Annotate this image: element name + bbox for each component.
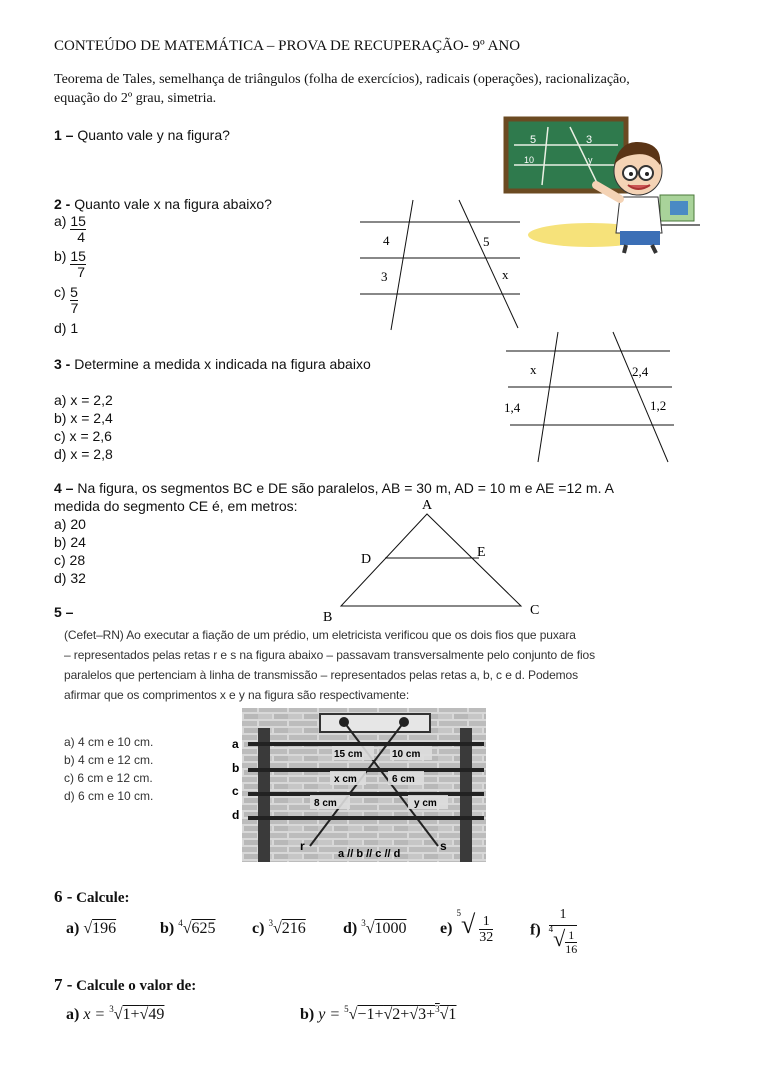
board-label-3: 3 (586, 134, 593, 146)
q2-label-3: 3 (381, 269, 388, 284)
q3-option-d: d) x = 2,8 (54, 446, 113, 462)
board-label-10: 10 (524, 155, 535, 165)
q5-options (64, 733, 153, 805)
topics-line-2: equação do 2º grau, simetria. (54, 91, 217, 106)
q4-option-a: a) 20 (54, 516, 86, 532)
wire-label-c: c (232, 784, 239, 798)
parallel-note: a // b // c // d (338, 848, 401, 860)
q3-options (54, 391, 113, 463)
q2-option-d: d) 1 (54, 320, 79, 336)
q7-item-a: a) x = $^3$√1+√49 (66, 1004, 165, 1023)
segment-label-y: y cm (414, 798, 437, 809)
q5-option-d: d) 6 cm e 10 cm. (64, 789, 154, 803)
line-label-r: r (300, 839, 305, 853)
q3-label-1-2: 1,2 (650, 398, 667, 413)
question-number: 1 – (54, 127, 74, 143)
q3-option-c: c) x = 2,6 (54, 428, 112, 444)
question-4-line-2: medida do segmento CE é, em metros: (54, 498, 298, 514)
q2-option-b: b) $\frac{15}{7}$ (54, 248, 86, 280)
q6-item-a: a) √196 (66, 920, 117, 937)
question-text: Na figura, os segmentos BC e DE são paralelos, AB = 30 m, AD = 10 m e AE =12 m. A (77, 480, 614, 496)
line-label-s: s (440, 839, 447, 853)
question-5-number: 5 – (54, 604, 74, 620)
vertex-E: E (477, 545, 486, 560)
topics-line-1: Teorema de Tales, semelhança de triângulos (folha de exercícios), radicais (operações), racionalização, (54, 72, 630, 87)
q2-label-4: 4 (383, 233, 390, 248)
vertex-B: B (323, 610, 333, 625)
q2-label-x: x (502, 267, 509, 282)
q3-thales-figure (500, 328, 690, 468)
segment-label-8cm: 8 cm (314, 798, 337, 809)
q5-option-a: a) 4 cm e 10 cm. (64, 735, 154, 749)
wire-label-a: a (232, 737, 239, 751)
q5-wires-figure (228, 706, 490, 864)
q6-item-c: c) $^3$√216 (252, 918, 306, 937)
q4-option-c: c) 28 (54, 552, 86, 568)
question-text: Quanto vale x na figura abaixo? (74, 196, 272, 212)
q6-item-d: d) $^3$√1000 (343, 918, 407, 937)
q2-thales-figure (355, 195, 535, 335)
board-label-5: 5 (530, 134, 537, 146)
q3-label-x: x (530, 362, 537, 377)
q2-label-5: 5 (483, 234, 490, 249)
question-text: Determine a medida x indicada na figura abaixo (74, 356, 371, 372)
question-6: 6 - Calcule: (54, 887, 130, 906)
q3-label-1-4: 1,4 (504, 400, 521, 415)
q4-option-b: b) 24 (54, 534, 86, 550)
question-7: 7 - Calcule o valor de: (54, 975, 197, 994)
vertex-D: D (361, 552, 372, 567)
q3-option-b: b) x = 2,4 (54, 410, 113, 426)
question-3 (54, 356, 371, 372)
q4-options (54, 515, 86, 587)
q3-label-2-4: 2,4 (632, 364, 649, 379)
wire-label-b: b (232, 761, 240, 775)
page-title: CONTEÚDO DE MATEMÁTICA – PROVA DE RECUPERAÇÃO- 9º ANO (54, 38, 521, 54)
question-text: Quanto vale y na figura? (77, 127, 230, 143)
q2-option-c: c) $\frac{5}{7}$ (54, 284, 79, 316)
q6-item-e: e) $^5$√ $\frac{1}{32}$ (440, 908, 494, 945)
q2-option-a: a) $\frac{15}{4}$ (54, 213, 86, 245)
wire-label-d: d (232, 808, 240, 822)
q7-item-b: b) y = $^5$√−1+√2+√3+$^3$√1 (300, 1004, 457, 1023)
q6-item-b: b) $^4$√625 (160, 918, 216, 937)
question-number: 4 – (54, 480, 74, 496)
segment-label-15cm: 15 cm (334, 749, 363, 760)
q5-option-b: b) 4 cm e 12 cm. (64, 753, 154, 767)
q4-triangle-figure (315, 494, 555, 626)
question-number: 2 - (54, 196, 71, 212)
segment-label-x: x cm (334, 774, 357, 785)
q3-option-a: a) x = 2,2 (54, 392, 113, 408)
question-5-text: (Cefet–RN) Ao executar a fiação de um prédio, um eletricista verificou que os dois fios que puxara – representados pelas retas r e s na figura abaixo – passavam transversalmente pelo conjunto de fios paralelos que pertenciam à linha de transmissão – representados pelas retas a, b, c e d. Podemos afirmar que os comprimentos x e y na figura são respectivamente: (64, 628, 595, 702)
question-number: 3 - (54, 356, 71, 372)
q4-option-d: d) 32 (54, 570, 86, 586)
segment-label-10cm: 10 cm (392, 749, 421, 760)
board-label-y: y (588, 155, 593, 165)
vertex-A: A (422, 498, 433, 513)
q6-item-f: f) 1 $^4$√ $\frac{1}{16}$ (530, 907, 578, 957)
vertex-C: C (530, 603, 540, 618)
question-2 (54, 196, 272, 212)
segment-label-6cm: 6 cm (392, 774, 415, 785)
q5-option-c: c) 6 cm e 12 cm. (64, 771, 153, 785)
question-1 (54, 127, 230, 143)
